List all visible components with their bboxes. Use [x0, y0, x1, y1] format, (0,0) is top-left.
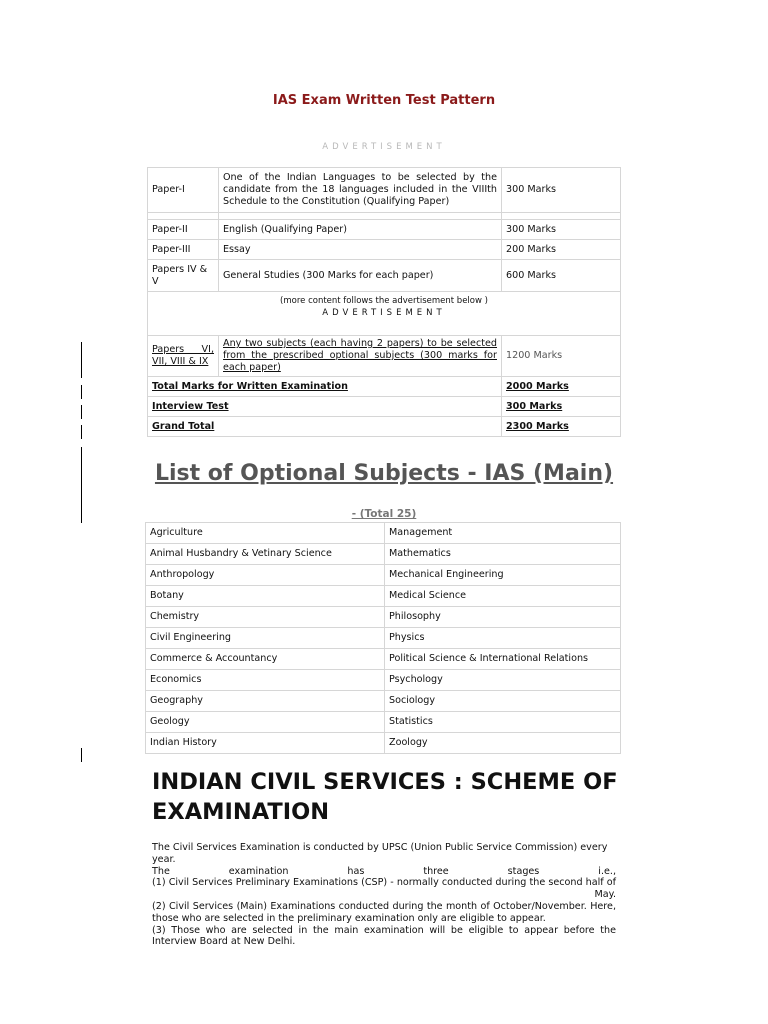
page-title: IAS Exam Written Test Pattern — [272, 93, 496, 108]
subject-cell: Animal Husbandry & Vetinary Science — [146, 544, 385, 565]
margin-mark — [81, 385, 82, 399]
subject-cell: Mechanical Engineering — [385, 565, 621, 586]
spacer-row — [148, 213, 621, 220]
interview-test-link[interactable]: Interview Test — [148, 397, 502, 417]
total-row — [148, 377, 621, 397]
table-row — [146, 649, 621, 670]
subject-cell: Civil Engineering — [146, 628, 385, 649]
margin-mark — [81, 447, 82, 523]
marks-cell: 300 Marks — [502, 220, 621, 240]
subject-cell: Management — [385, 523, 621, 544]
margin-mark — [81, 405, 82, 419]
paper-cell: Papers IV & V — [148, 260, 219, 292]
subject-cell: Mathematics — [385, 544, 621, 565]
total-row — [148, 417, 621, 437]
table-row — [148, 260, 621, 292]
advertisement-row — [148, 292, 621, 336]
table-row — [148, 168, 621, 213]
stage-one-line-end: May. — [594, 889, 616, 901]
total-subjects-label[interactable]: - (Total 25) — [351, 508, 417, 520]
optional-subjects-table — [145, 522, 621, 754]
paper-cell: Papers VI, VII, VIII & IX — [148, 336, 219, 377]
subject-cell: Commerce & Accountancy — [146, 649, 385, 670]
stage-two-line: (2) Civil Services (Main) Examinations conducted during the month of October/November. Here, those who are selected in the preliminary examination only are eligible to appear. — [152, 900, 616, 924]
table-row — [148, 240, 621, 260]
subject-cell: Chemistry — [146, 607, 385, 628]
total-written-link[interactable]: Total Marks for Written Examination — [148, 377, 502, 397]
subject-cell: Essay — [219, 240, 502, 260]
grand-total-marks-link[interactable]: 2300 Marks — [502, 417, 621, 437]
subject-cell: Physics — [385, 628, 621, 649]
table-row — [146, 586, 621, 607]
table-row — [146, 607, 621, 628]
table-row — [146, 565, 621, 586]
subject-cell: Economics — [146, 670, 385, 691]
subject-cell: Anthropology — [146, 565, 385, 586]
total-written-marks-link[interactable]: 2000 Marks — [502, 377, 621, 397]
subject-cell: Zoology — [385, 733, 621, 754]
subject-cell: Psychology — [385, 670, 621, 691]
optional-subjects-heading[interactable]: List of Optional Subjects - IAS (Main) — [154, 461, 614, 486]
subject-cell: Indian History — [146, 733, 385, 754]
total-row — [148, 397, 621, 417]
stages-line: The examination has three stages i.e., — [152, 865, 616, 877]
table-row — [146, 544, 621, 565]
stage-one-line: (1) Civil Services Preliminary Examinations (CSP) - normally conducted during the second half of — [152, 877, 616, 889]
subject-cell: General Studies (300 Marks for each paper) — [219, 260, 502, 292]
intro-paragraph: The Civil Services Examination is conducted by UPSC (Union Public Service Commission) every year. — [152, 842, 608, 865]
interview-marks-link[interactable]: 300 Marks — [502, 397, 621, 417]
civil-services-heading: INDIAN CIVIL SERVICES : SCHEME OF EXAMINATION — [152, 769, 618, 825]
table-row — [146, 670, 621, 691]
subject-cell: Philosophy — [385, 607, 621, 628]
paper-cell: Paper-I — [148, 168, 219, 213]
table-row — [146, 523, 621, 544]
civil-services-intro — [152, 842, 616, 948]
marks-cell: 1200 Marks — [502, 336, 621, 377]
subject-cell: English (Qualifying Paper) — [219, 220, 502, 240]
subject-cell: Any two subjects (each having 2 papers) to be selected from the prescribed optional subjects (300 marks for each paper) — [219, 336, 502, 377]
paper-cell: Paper-III — [148, 240, 219, 260]
advertisement-label: ADVERTISEMENT — [322, 142, 446, 152]
table-row — [146, 691, 621, 712]
marks-cell: 200 Marks — [502, 240, 621, 260]
table-row — [146, 628, 621, 649]
margin-mark — [81, 748, 82, 762]
table-row — [148, 220, 621, 240]
subject-cell: Geology — [146, 712, 385, 733]
subject-cell: Agriculture — [146, 523, 385, 544]
subject-cell: One of the Indian Languages to be selected by the candidate from the 18 languages included in the VIIIth Schedule to the Constitution (Qualifying Paper) — [219, 168, 502, 213]
subject-cell: Sociology — [385, 691, 621, 712]
table-row — [146, 712, 621, 733]
subject-cell: Medical Science — [385, 586, 621, 607]
subject-cell: Political Science & International Relations — [385, 649, 621, 670]
table-row — [146, 733, 621, 754]
advertisement-label: ADVERTISEMENT — [322, 308, 446, 318]
marks-cell: 600 Marks — [502, 260, 621, 292]
written-test-table — [147, 167, 621, 437]
margin-mark — [81, 425, 82, 439]
subject-cell: Geography — [146, 691, 385, 712]
subject-cell: Botany — [146, 586, 385, 607]
margin-mark — [81, 342, 82, 378]
paper-cell: Paper-II — [148, 220, 219, 240]
table-row — [148, 336, 621, 377]
more-content-note: (more content follows the advertisement below ) — [280, 296, 488, 306]
stage-three-line: (3) Those who are selected in the main examination will be eligible to appear before the Interview Board at New Delhi. — [152, 924, 616, 948]
grand-total-link[interactable]: Grand Total — [148, 417, 502, 437]
marks-cell: 300 Marks — [502, 168, 621, 213]
subject-cell: Statistics — [385, 712, 621, 733]
